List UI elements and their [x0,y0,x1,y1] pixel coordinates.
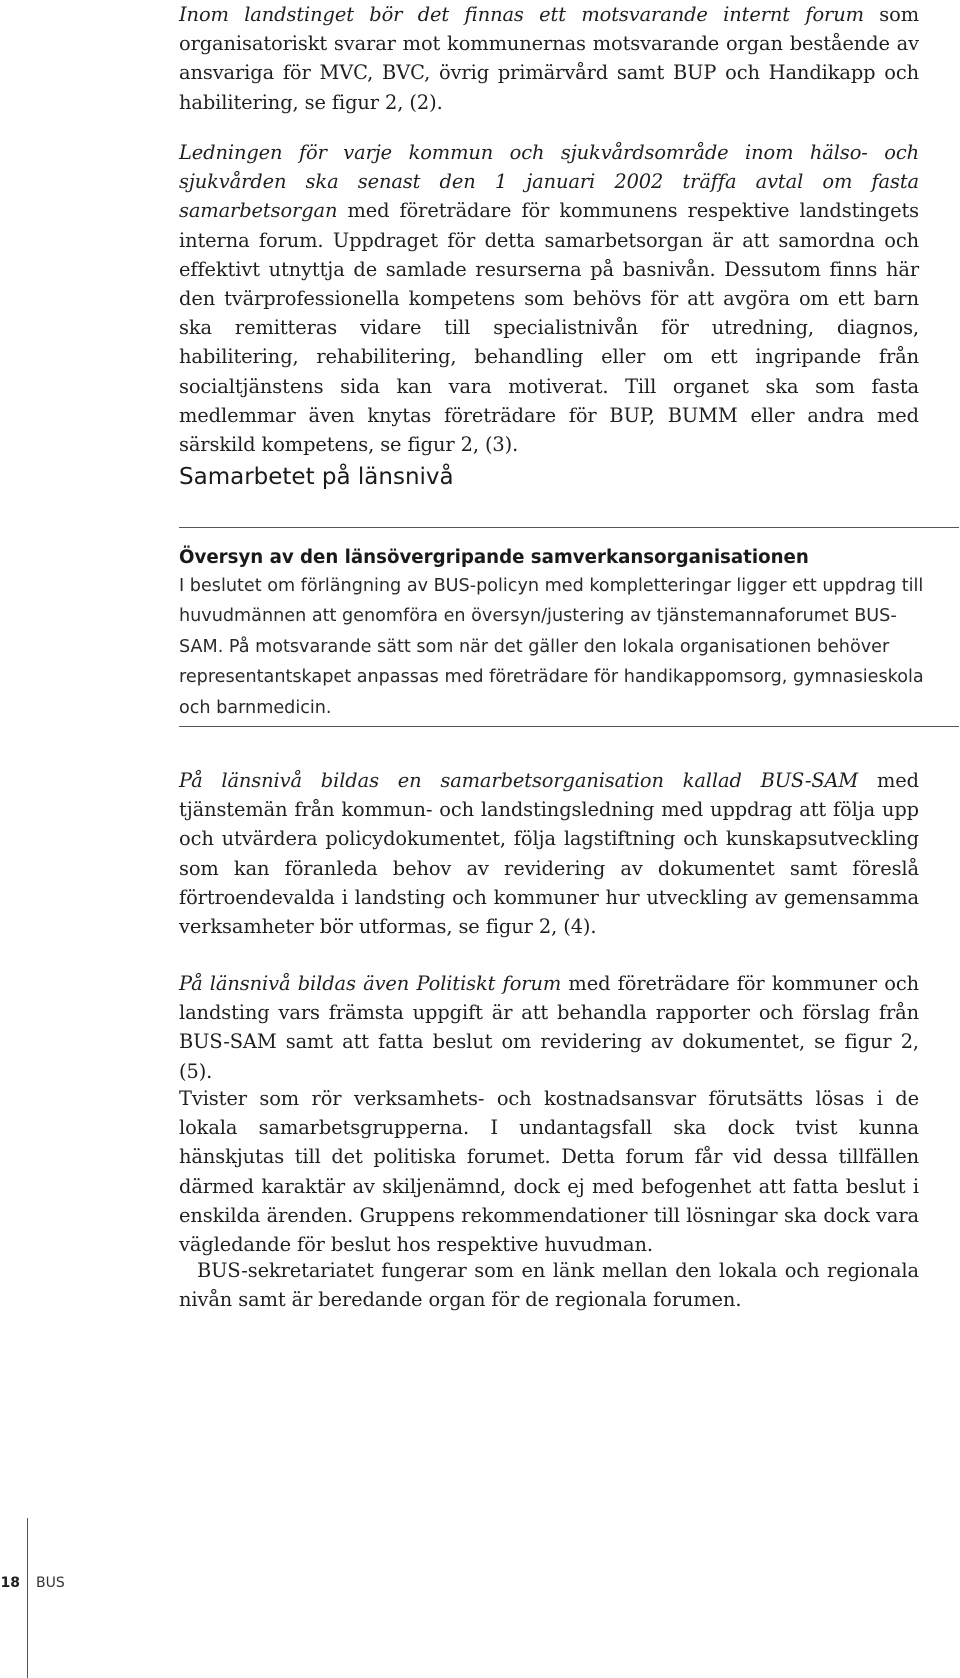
paragraph-body: med företrädare för kommunens respektive landstingets interna forum. Uppdraget för detta samarbetsorgan är att samordna och effektivt utnyttja de samlade resurserna på basnivån. Dessutom finns här den tvärprofessionella kompetens som behövs för att avgöra om ett barn ska remitteras vidare till specialistnivån för utredning, diagnos, habilitering, rehabilitering, behandling eller om ett ingripande från socialtjänstens sida kan vara motiverat. Till organet ska som fasta medlemmar även knytas företrädare för BUP, BUMM eller andra med särskild kompetens, se figur 2, (3). [179,199,919,457]
section-heading: Samarbetet på länsnivå [179,464,454,490]
paragraph-body: som organisatoriskt svarar mot kommunernas motsvarande organ bestående av ansvariga för MVC, BVC, övrig primärvård samt BUP och Handikapp och habilitering, se figur 2, (2). [179,3,919,114]
info-box [179,527,959,727]
paragraph-internal-forum [179,0,919,117]
info-box-text: I beslutet om förlängning av BUS-policyn med kompletteringar ligger ett uppdrag till huvudmännen att genomföra en översyn/justering av tjänstemannaforumet BUS-SAM. På motsvarande sätt som när det gäller den lokala organisationen behöver representantskapet anpassas med företrädare för handikappomsorg, gymnasieskola och barnmedicin. [179,576,924,718]
page-number: 18 [0,1575,20,1591]
info-box-title: Översyn av den länsövergripande samverkansorganisationen [179,547,809,568]
paragraph-italic-lead: Ledningen för varje kommun och sjukvårdsområde inom hälso- och sjukvården ska senast den 1 januari 2002 träffa avtal om fasta samarbetsorgan [179,141,919,223]
footer-divider [27,1518,28,1678]
paragraph-tvister: Tvister som rör verksamhets- och kostnadsansvar förutsätts lösas i de lokala samarbetsgrupperna. I undantagsfall ska dock tvist kunna hänskjutas till det politiska forumet. Detta forum får vid dessa tillfällen därmed karaktär av skiljenämnd, dock ej med befogenhet att fatta beslut i enskilda ärenden. Gruppens rekommendationer till lösningar ska dock vara vägledande för beslut hos respektive huvudman. [179,1087,919,1257]
paragraph-italic-lead: Inom landstinget bör det finnas ett motsvarande internt forum [179,3,864,26]
paragraph-body: med företrädare för kommuner och landsting vars främsta uppgift är att behandla rapporter och förslag från BUS-SAM samt att fatta beslut om revidering av dokumentet, se figur 2, (5). [179,972,919,1083]
paragraph-samarbetsorgan [179,138,919,459]
running-head: BUS [36,1575,65,1591]
paragraph-sekretariatet: BUS-sekretariatet fungerar som en länk mellan den lokala och regionala nivån samt är beredande organ för de regionala forumen. [179,1259,919,1312]
paragraph-politiskt-forum [179,969,919,1086]
paragraph-bus-sam [179,766,919,941]
paragraph-italic-lead: På länsnivå bildas även Politiskt forum [179,972,562,995]
paragraph-body: med tjänstemän från kommun- och landstingsledning med uppdrag att följa upp och utvärdera policydokumentet, följa lagstiftning och kunskapsutveckling som kan föranleda behov av revidering av dokumentet samt föreslå förtroendevalda i landsting och kommuner hur utveckling av gemensamma verksamheter bör utformas, se figur 2, (4). [179,769,919,939]
paragraph-italic-lead: På länsnivå bildas en samarbetsorganisation kallad BUS-SAM [179,769,859,792]
